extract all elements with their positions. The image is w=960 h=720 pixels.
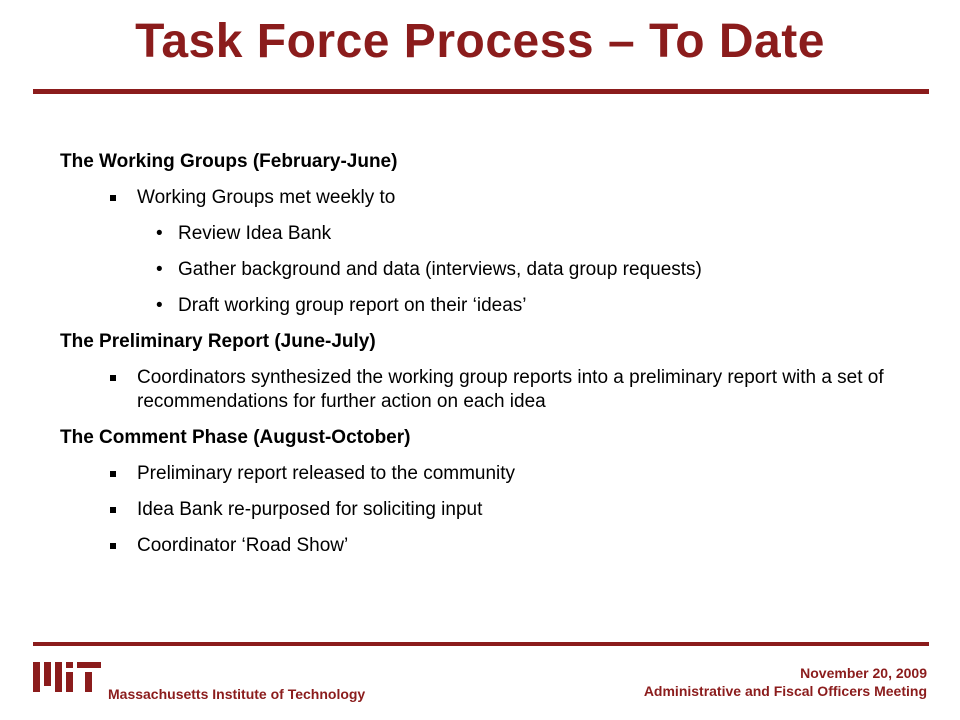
mit-logo-icon <box>33 662 103 692</box>
square-bullet-icon <box>110 375 116 381</box>
square-bullet-icon <box>110 507 116 513</box>
section-heading-comment-phase: The Comment Phase (August-October) <box>60 427 411 448</box>
subbullet-text: Review Idea Bank <box>178 223 332 244</box>
slide-title: Task Force Process – To Date <box>135 15 825 68</box>
slide-content <box>60 150 920 570</box>
bullet-item <box>60 366 920 414</box>
footer-meeting: Administrative and Fiscal Officers Meeting <box>643 683 927 699</box>
subbullet-text: Gather background and data (interviews, data group requests) <box>178 259 702 280</box>
dot-bullet-icon: • <box>156 295 163 316</box>
subbullet-item <box>60 258 920 282</box>
title-divider <box>33 89 929 94</box>
square-bullet-icon <box>110 195 116 201</box>
dot-bullet-icon: • <box>156 259 163 280</box>
bullet-text: Idea Bank re-purposed for soliciting input <box>137 499 483 520</box>
bullet-item <box>60 186 920 210</box>
bullet-item <box>60 498 920 522</box>
footer-divider <box>33 642 929 646</box>
bullet-text: Working Groups met weekly to <box>137 187 396 208</box>
section-heading-working-groups: The Working Groups (February-June) <box>60 151 398 172</box>
bullet-text: Coordinator ‘Road Show’ <box>137 535 349 556</box>
bullet-item <box>60 534 920 558</box>
footer-event-info <box>644 664 927 700</box>
square-bullet-icon <box>110 543 116 549</box>
subbullet-item <box>60 294 920 318</box>
footer-institution: Massachusetts Institute of Technology <box>108 686 366 702</box>
section-heading-preliminary-report: The Preliminary Report (June-July) <box>60 331 376 352</box>
bullet-text: Preliminary report released to the community <box>137 463 516 484</box>
subbullet-item <box>60 222 920 246</box>
footer-date: November 20, 2009 <box>800 665 927 681</box>
dot-bullet-icon: • <box>156 223 163 244</box>
square-bullet-icon <box>110 471 116 477</box>
bullet-text: Coordinators synthesized the working group reports into a preliminary report with a set of recommendations for further action on each idea <box>137 367 884 412</box>
subbullet-text: Draft working group report on their ‘ideas’ <box>178 295 527 316</box>
bullet-item <box>60 462 920 486</box>
